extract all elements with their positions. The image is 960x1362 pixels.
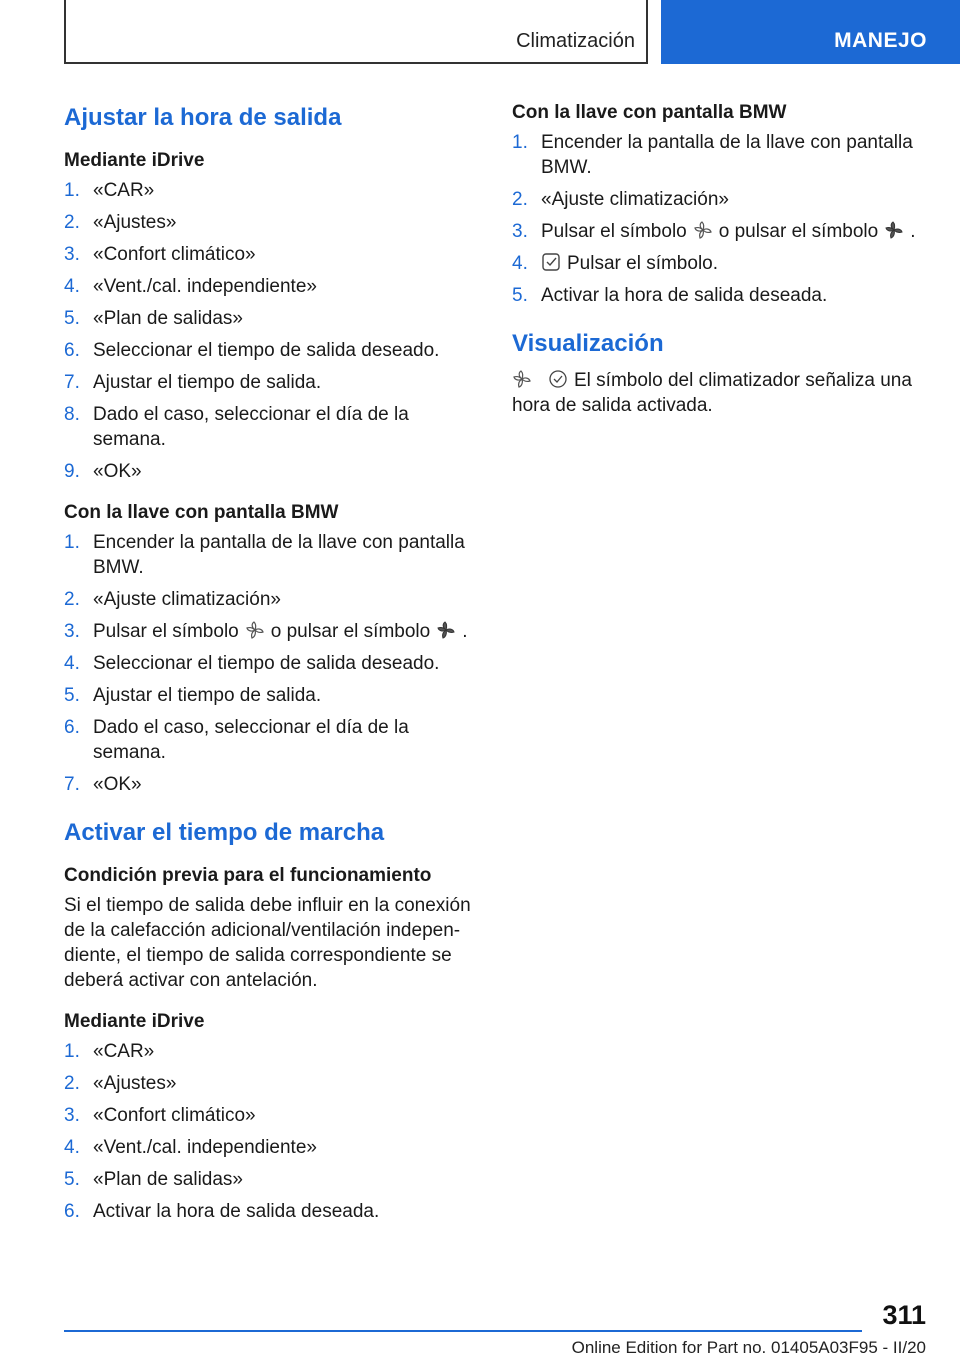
list-item: 4. Seleccionar el tiempo de salida deseado. bbox=[64, 653, 440, 674]
list-item: 5. Ajustar el tiempo de salida. bbox=[64, 685, 322, 706]
list-item: 8. Dado el caso, seleccionar el día de la semana. bbox=[64, 404, 409, 450]
footer-edition: Online Edition for Part no. 01405A03F95 - II/20 bbox=[571, 1338, 926, 1357]
list-item: 3. «Confort climático» bbox=[64, 1105, 256, 1126]
list-item: 2. «Ajuste climatización» bbox=[512, 189, 729, 210]
page-number: 311 bbox=[882, 1300, 926, 1330]
list-item: 5. Activar la hora de salida deseada. bbox=[512, 285, 828, 306]
list-item: 4. Pulsar el símbolo. bbox=[512, 253, 719, 274]
right-column bbox=[512, 100, 932, 418]
subheading-key-display: Con la llave con pantalla BMW bbox=[64, 502, 339, 523]
list-item: 5. «Plan de salidas» bbox=[64, 1169, 243, 1190]
fan-active-icon bbox=[436, 620, 456, 640]
heading-ajustar-hora: Ajustar la hora de salida bbox=[64, 104, 342, 131]
list-item: 1. Encender la pantalla de la llave con pantalla BMW. bbox=[64, 532, 465, 578]
list-key-steps-right bbox=[512, 130, 932, 308]
list-item: 2. «Ajuste climatización» bbox=[64, 589, 281, 610]
checkbox-icon bbox=[541, 252, 561, 272]
subheading-idrive: Mediante iDrive bbox=[64, 150, 205, 171]
list-item: 4. «Vent./cal. independiente» bbox=[64, 276, 317, 297]
list-idrive-steps bbox=[64, 178, 484, 484]
list-item: 2. «Ajustes» bbox=[64, 1073, 177, 1094]
section-title: Climatización bbox=[516, 30, 635, 52]
subheading-key-display-right: Con la llave con pantalla BMW bbox=[512, 102, 787, 123]
list-item: 5. «Plan de salidas» bbox=[64, 308, 243, 329]
list-item: 3. «Confort climático» bbox=[64, 244, 256, 265]
list-item: 1. «CAR» bbox=[64, 1041, 155, 1062]
list-item: 4. «Vent./cal. independiente» bbox=[64, 1137, 317, 1158]
list-item: 6. Seleccionar el tiempo de salida deseado. bbox=[64, 340, 440, 361]
list-item: 1. Encender la pantalla de la llave con pantalla BMW. bbox=[512, 132, 913, 178]
paragraph-condicion: Si el tiempo de salida debe influir en la conexión de la calefacción adicional/ventilación indepen-diente, el tiempo de salida correspondiente se deberá activar con antelación. bbox=[64, 895, 471, 991]
list-item: 9. «OK» bbox=[64, 461, 142, 482]
list-item: 7. «OK» bbox=[64, 774, 142, 795]
fan-icon bbox=[512, 369, 532, 389]
list-item: 6. Dado el caso, seleccionar el día de la semana. bbox=[64, 717, 409, 763]
list-key-steps bbox=[64, 530, 484, 797]
subheading-idrive-2: Mediante iDrive bbox=[64, 1011, 205, 1032]
fan-active-icon bbox=[884, 220, 904, 240]
list-item: 6. Activar la hora de salida deseada. bbox=[64, 1201, 380, 1222]
fan-icon bbox=[693, 220, 713, 240]
left-column bbox=[64, 100, 484, 1231]
heading-visualizacion: Visualización bbox=[512, 330, 664, 357]
list-item: 3. Pulsar el símbolo o pulsar el símbolo . bbox=[512, 221, 916, 242]
list-idrive-steps-2 bbox=[64, 1039, 484, 1224]
fan-icon bbox=[245, 620, 265, 640]
paragraph-visualizacion: El símbolo del climatizador señaliza una hora de salida activada. bbox=[512, 370, 912, 416]
list-item: 7. Ajustar el tiempo de salida. bbox=[64, 372, 322, 393]
clock-icon bbox=[548, 369, 568, 389]
heading-activar-tiempo: Activar el tiempo de marcha bbox=[64, 819, 385, 846]
list-item: 3. Pulsar el símbolo o pulsar el símbolo . bbox=[64, 621, 468, 642]
subheading-condicion: Condición previa para el funcionamiento bbox=[64, 865, 432, 886]
list-item: 2. «Ajustes» bbox=[64, 212, 177, 233]
chapter-tab[interactable]: MANEJO bbox=[661, 0, 960, 64]
list-item: 1. «CAR» bbox=[64, 180, 155, 201]
footer-divider bbox=[64, 1330, 862, 1332]
